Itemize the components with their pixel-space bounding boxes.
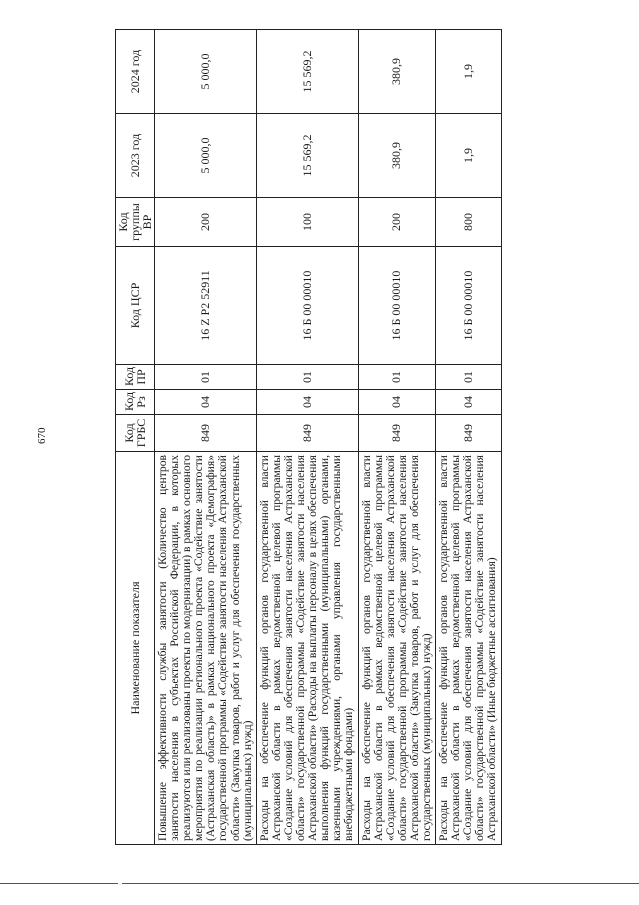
row-grbs: 849	[358, 415, 436, 452]
header-2024: 2024 год	[116, 30, 155, 114]
rotated-table-container	[115, 30, 555, 845]
row-pr: 01	[256, 365, 358, 390]
row-2023: 1,9	[436, 114, 501, 198]
scan-edge-line	[0, 883, 118, 884]
row-rz: 04	[256, 390, 358, 415]
row-csr: 16 Б 00 00010	[256, 247, 358, 365]
row-2024: 1,9	[436, 30, 501, 114]
row-name: Повышение эффективности службы занятости (Количество центров занятости населения в субъектах Российской Федерации, в которых реализуются или реализованы проекты по модернизации) в рамках основного мероприятия по реализации регионального проекта «Содействие занятости (Астраханская область)» в рамках национального проекта «Демография» государственной программы «Содействие занятости населения Астраханской области» (Закупка товаров, работ и услуг для обеспечения государственных (муниципальных) нужд)	[155, 452, 257, 845]
row-pr: 01	[358, 365, 436, 390]
header-csr: Код ЦСР	[116, 247, 155, 365]
row-name: Расходы на обеспечение функций органов государственной власти Астраханской области в рамках ведомственной целевой программы «Создание условий для обеспечения занятости населения Астраханской области» государственной программы «Содействие занятости населения Астраханской области» (Иные бюджетные ассигнования)	[436, 452, 501, 845]
row-pr: 01	[436, 365, 501, 390]
budget-table	[115, 29, 502, 845]
table-row	[358, 30, 436, 845]
row-vr: 800	[436, 198, 501, 247]
row-2023: 5 000,0	[155, 114, 257, 198]
row-2024: 380,9	[358, 30, 436, 114]
row-rz: 04	[358, 390, 436, 415]
row-csr: 16 Z P2 52911	[155, 247, 257, 365]
table-row	[155, 30, 257, 845]
row-2023: 380,9	[358, 114, 436, 198]
row-2023: 15 569,2	[256, 114, 358, 198]
header-2023: 2023 год	[116, 114, 155, 198]
row-csr: 16 Б 00 00010	[436, 247, 501, 365]
table-row	[256, 30, 358, 845]
row-2024: 5 000,0	[155, 30, 257, 114]
header-name: Наименование показателя	[116, 452, 155, 845]
scan-edge-line	[122, 883, 639, 884]
row-csr: 16 Б 00 00010	[358, 247, 436, 365]
header-pr: Код ПР	[116, 365, 155, 390]
header-vr: Код группы ВР	[116, 198, 155, 247]
row-vr: 100	[256, 198, 358, 247]
row-pr: 01	[155, 365, 257, 390]
row-name: Расходы на обеспечение функций органов государственной власти Астраханской области в рамках ведомственной целевой программы «Создание условий для обеспечения занятости населения Астраханской области» государственной программы «Содействие занятости населения Астраханской области» (Закупка товаров, работ и услуг для обеспечения государственных (муниципальных) нужд)	[358, 452, 436, 845]
row-vr: 200	[358, 198, 436, 247]
row-rz: 04	[155, 390, 257, 415]
row-vr: 200	[155, 198, 257, 247]
row-grbs: 849	[155, 415, 257, 452]
table-row	[436, 30, 501, 845]
row-2024: 15 569,2	[256, 30, 358, 114]
header-grbs: Код ГРБС	[116, 415, 155, 452]
header-rz: Код Рз	[116, 390, 155, 415]
row-name: Расходы на обеспечение функций органов государственной власти Астраханской области в рамках ведомственной целевой программы «Создание условий для обеспечения занятости населения Астраханской области» государственной программы «Содействие занятости населения Астраханской области» (Расходы на выплаты персоналу в целях обеспечения выполнения функций государственными (муниципальными) органами, казенными учреждениями, органами управления государственными внебюджетными фондами)	[256, 452, 358, 845]
row-grbs: 849	[436, 415, 501, 452]
table-header-row	[116, 30, 155, 845]
page-number: 670	[36, 427, 48, 444]
row-rz: 04	[436, 390, 501, 415]
row-grbs: 849	[256, 415, 358, 452]
